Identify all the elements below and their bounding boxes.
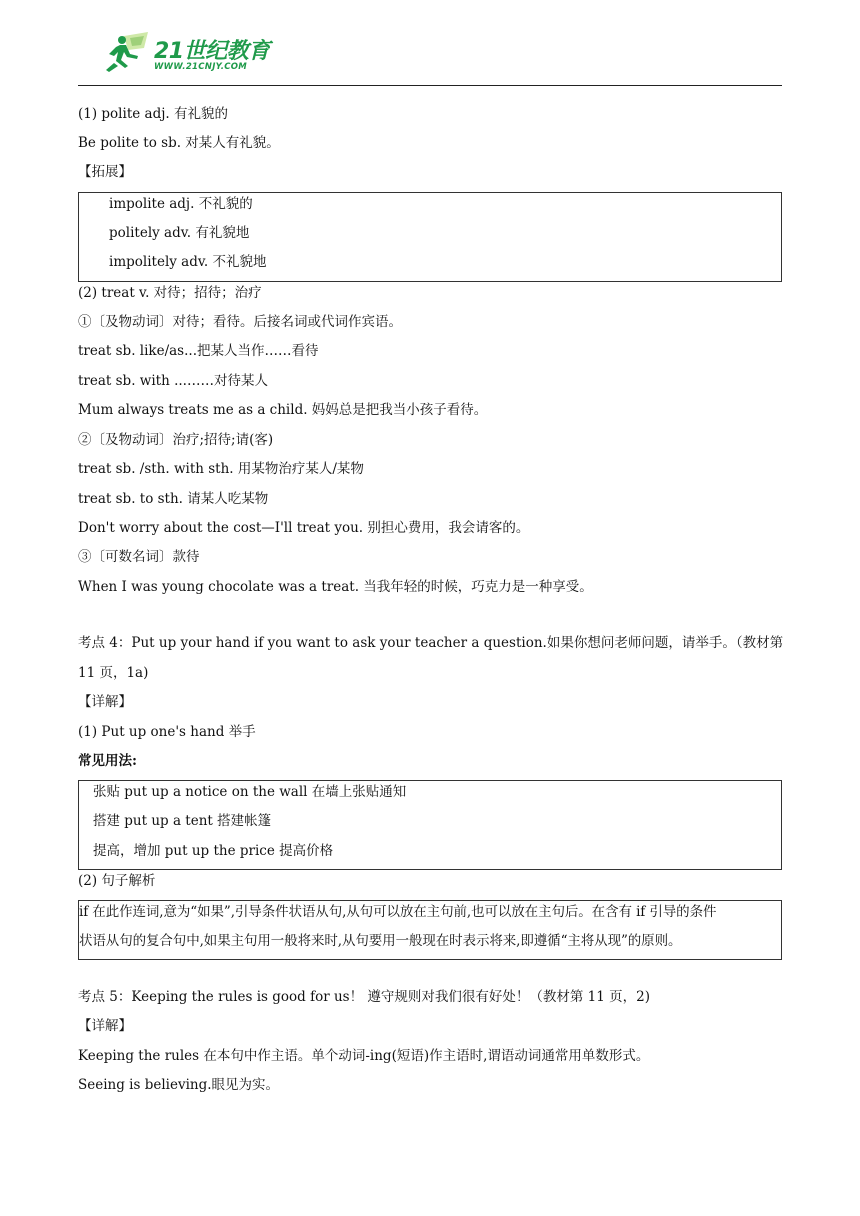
text-line: Keeping the rules 在本句中作主语。单个动词-ing(短语)作主语时,谓语动词通常用单数形式。 bbox=[78, 1048, 650, 1064]
page-header bbox=[0, 0, 860, 88]
text-line: When I was young chocolate was a treat. 当我年轻的时候，巧克力是一种享受。 bbox=[78, 579, 593, 595]
running-figure-logo-icon bbox=[104, 30, 160, 76]
text-line: ①〔及物动词〕对待；看待。后接名词或代词作宾语。 bbox=[78, 314, 402, 330]
text-line: (1) polite adj. 有礼貌的 bbox=[78, 106, 228, 122]
text-line: Seeing is believing.眼见为实。 bbox=[78, 1077, 280, 1093]
section-label-expand: 【拓展】 bbox=[78, 164, 132, 180]
text-line: Mum always treats me as a child. 妈妈总是把我当小孩子看待。 bbox=[78, 402, 488, 418]
text-line: (1) Put up one's hand 举手 bbox=[78, 724, 256, 740]
box-line: if 在此作连词,意为“如果”,引导条件状语从句,从句可以放在主句前,也可以放在主句后。在含有 if 引导的条件 bbox=[79, 904, 717, 920]
box-line: 状语从句的复合句中,如果主句用一般将来时,从句要用一般现在时表示将来,即遵循“主将从现”的原则。 bbox=[79, 933, 682, 949]
text-line: treat sb. /sth. with sth. 用某物治疗某人/某物 bbox=[78, 461, 364, 477]
box-line: impolitely adv. 不礼貌地 bbox=[109, 254, 267, 270]
common-usage-heading: 常见用法: bbox=[78, 753, 137, 769]
text-line: treat sb. to sth. 请某人吃某物 bbox=[78, 491, 269, 507]
box-line: politely adv. 有礼貌地 bbox=[109, 225, 250, 241]
text-line: treat sb. like/as...把某人当作……看待 bbox=[78, 343, 319, 359]
section-label-detail: 【详解】 bbox=[78, 694, 132, 710]
header-divider bbox=[78, 85, 782, 86]
usage-box bbox=[78, 780, 782, 870]
text-line: ②〔及物动词〕治疗;招待;请(客) bbox=[78, 432, 274, 448]
key-point-5: 考点 5：Keeping the rules is good for us！ 遵守规则对我们很有好处！（教材第 11 页，2) bbox=[78, 989, 651, 1005]
logo-url: WWW.21CNJY.COM bbox=[154, 62, 248, 72]
text-line: ③〔可数名词〕款待 bbox=[78, 549, 200, 565]
box-line: impolite adj. 不礼貌的 bbox=[109, 196, 253, 212]
box-line: 张贴 put up a notice on the wall 在墙上张贴通知 bbox=[93, 784, 407, 800]
expand-box bbox=[78, 192, 782, 282]
text-line: treat sb. with ...……对待某人 bbox=[78, 373, 268, 389]
box-line: 搭建 put up a tent 搭建帐篷 bbox=[93, 813, 272, 829]
section-label-detail: 【详解】 bbox=[78, 1018, 132, 1034]
text-line: (2) 句子解析 bbox=[78, 873, 156, 889]
text-line: Be polite to sb. 对某人有礼貌。 bbox=[78, 135, 280, 151]
logo-title: 21世纪教育 bbox=[154, 39, 270, 64]
text-line: Don't worry about the cost—I'll treat you. 别担心费用，我会请客的。 bbox=[78, 520, 530, 536]
text-line: (2) treat v. 对待；招待；治疗 bbox=[78, 285, 262, 301]
text-line: 11 页，1a) bbox=[78, 665, 149, 681]
sentence-analysis-box bbox=[78, 900, 782, 960]
site-logo bbox=[104, 30, 274, 76]
key-point-4: 考点 4：Put up your hand if you want to ask your teacher a question.如果你想问老师问题，请举手。（教材第 bbox=[78, 635, 784, 651]
box-line: 提高，增加 put up the price 提高价格 bbox=[93, 843, 334, 859]
